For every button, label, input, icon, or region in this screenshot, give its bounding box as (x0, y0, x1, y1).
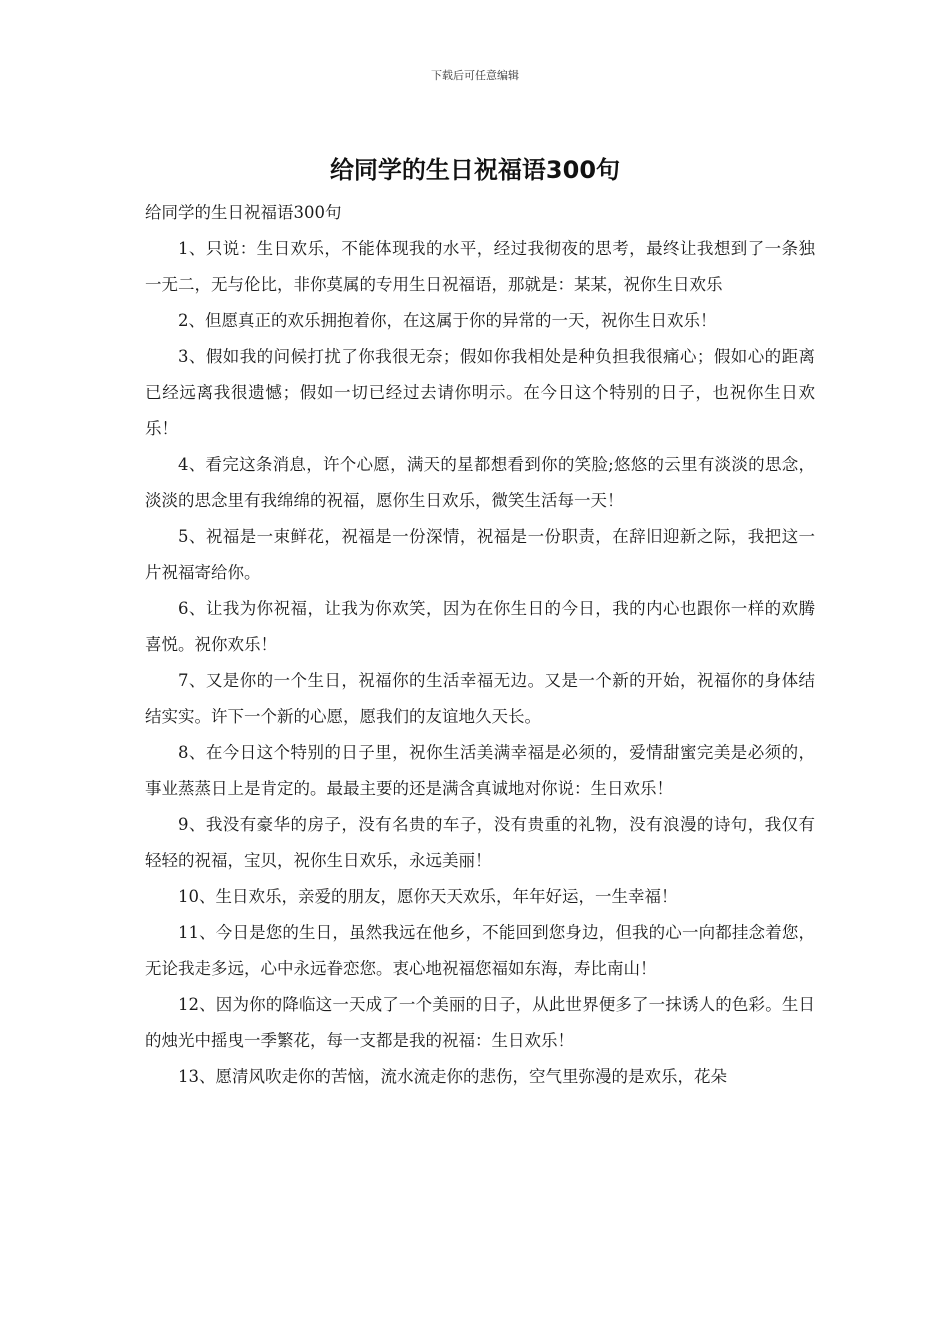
list-item: 3、假如我的问候打扰了你我很无奈；假如你我相处是种负担我很痛心；假如心的距离已经远离我很遗憾；假如一切已经过去请你明示。在今日这个特别的日子，也祝你生日欢乐！ (145, 347, 815, 438)
list-item: 12、因为你的降临这一天成了一个美丽的日子，从此世界便多了一抹诱人的色彩。生日的烛光中摇曳一季繁花，每一支都是我的祝福：生日欢乐！ (145, 995, 815, 1050)
list-item: 2、但愿真正的欢乐拥抱着你，在这属于你的异常的一天，祝你生日欢乐！ (178, 311, 717, 330)
list-item: 6、让我为你祝福，让我为你欢笑，因为在你生日的今日，我的内心也跟你一样的欢腾喜悦。祝你欢乐！ (145, 599, 815, 654)
document-subtitle: 给同学的生日祝福语300句 (145, 203, 342, 222)
header-note: 下载后可任意编辑 (431, 69, 519, 82)
list-item: 10、生日欢乐，亲爱的朋友，愿你天天欢乐，年年好运，一生幸福！ (178, 887, 678, 906)
document-body (145, 195, 815, 1095)
list-item: 9、我没有豪华的房子，没有名贵的车子，没有贵重的礼物，没有浪漫的诗句，我仅有轻轻的祝福，宝贝，祝你生日欢乐，永远美丽！ (145, 815, 815, 870)
list-item: 7、又是你的一个生日，祝福你的生活幸福无边。又是一个新的开始，祝福你的身体结结实实。许下一个新的心愿，愿我们的友谊地久天长。 (145, 671, 815, 726)
list-item: 8、在今日这个特别的日子里，祝你生活美满幸福是必须的，爱情甜蜜完美是必须的，事业蒸蒸日上是肯定的。最最主要的还是满含真诚地对你说：生日欢乐！ (145, 743, 815, 798)
list-item: 1、只说：生日欢乐，不能体现我的水平，经过我彻夜的思考，最终让我想到了一条独一无二，无与伦比，非你莫属的专用生日祝福语，那就是：某某，祝你生日欢乐 (145, 239, 815, 294)
list-item: 13、愿清风吹走你的苦恼，流水流走你的悲伤，空气里弥漫的是欢乐，花朵 (178, 1067, 727, 1086)
list-item: 11、今日是您的生日，虽然我远在他乡，不能回到您身边，但我的心一向都挂念着您，无论我走多远，心中永远眷恋您。衷心地祝福您福如东海，寿比南山！ (145, 923, 815, 978)
list-item: 5、祝福是一束鲜花，祝福是一份深情，祝福是一份职责，在辞旧迎新之际，我把这一片祝福寄给你。 (145, 527, 815, 582)
document-title: 给同学的生日祝福语300句 (329, 156, 621, 184)
list-item: 4、看完这条消息，许个心愿，满天的星都想看到你的笑脸;悠悠的云里有淡淡的思念，淡淡的思念里有我绵绵的祝福，愿你生日欢乐，微笑生活每一天！ (145, 455, 815, 510)
